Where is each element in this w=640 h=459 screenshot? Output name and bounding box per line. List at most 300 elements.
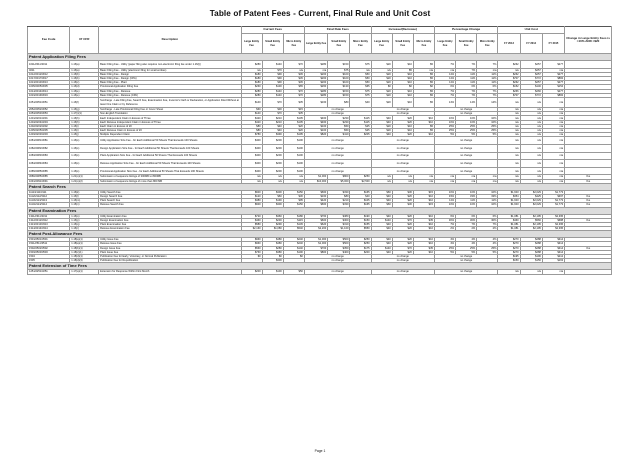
amount-cell: $95	[283, 199, 304, 203]
amount-cell: n/a	[520, 175, 542, 179]
description-cell: Each Reissue Independent Claim in Excess of Three	[99, 120, 241, 124]
amount-cell: n/a	[542, 179, 564, 183]
amount-cell: $580	[241, 222, 262, 226]
amount-cell: $10	[413, 194, 434, 198]
amount-cell: $20	[371, 97, 392, 107]
page-footer: Page 1	[314, 449, 326, 453]
amount-cell: $20	[371, 81, 392, 85]
col-pct-small: Small Entity Fee	[456, 34, 477, 54]
description-cell: Reissue Examination Fee	[99, 227, 241, 231]
amount-cell: $60	[241, 108, 262, 112]
amount-cell: $100	[283, 145, 304, 153]
amount-cell: n/a	[498, 167, 520, 175]
amount-cell: $270	[498, 242, 520, 246]
amount-cell: $400	[241, 167, 262, 175]
amount-cell: $1,081	[498, 222, 520, 226]
amount-cell: $0	[283, 255, 304, 259]
amount-cell: $288	[520, 246, 542, 250]
amount-cell: n/a	[498, 97, 520, 107]
description-cell: Multiple Dependent Claim	[99, 133, 241, 137]
amount-cell: $288	[520, 238, 542, 242]
amount-cell: $350	[328, 246, 350, 250]
no-change-cell: no change	[434, 160, 497, 168]
amount-cell: $330	[328, 203, 350, 207]
percent-cell: 5%	[477, 250, 498, 254]
description-cell: Basic Filing Fee - Design	[99, 72, 241, 76]
description-cell: Each Reissue Claim in Excess of 20	[99, 129, 241, 133]
description-cell: Utility Search Fee	[99, 190, 241, 194]
amount-cell: $100	[283, 160, 304, 168]
description-cell: Reissue Search Fee	[99, 203, 241, 207]
amount-cell: $60	[371, 203, 392, 207]
amount-cell: $140	[241, 97, 262, 107]
amount-cell: $35	[283, 97, 304, 107]
amount-cell: $210	[262, 116, 283, 120]
amount-cell: $400	[241, 145, 262, 153]
amount-cell: n/a	[542, 97, 564, 107]
cfr-cell: 1.16(h)	[70, 116, 99, 120]
description-cell: Plant Issue Fee	[99, 250, 241, 254]
amount-cell: $310	[328, 222, 350, 226]
change-flag-cell: Yes	[565, 246, 612, 250]
amount-cell: $277	[542, 72, 564, 76]
percent-cell: 11%	[434, 72, 455, 76]
amount-cell: $40	[262, 129, 283, 133]
percent-cell: 11%	[477, 81, 498, 85]
amount-cell: $760	[241, 250, 262, 254]
amount-cell: n/a	[283, 175, 304, 179]
percent-cell: n/a	[456, 175, 477, 179]
cfr-cell: 1.16(i)	[70, 129, 99, 133]
amount-cell: $300	[262, 259, 283, 263]
fee-code-cell: 1083/2083/3083	[28, 152, 70, 160]
amount-cell: $260	[241, 85, 262, 89]
description-cell: Each Independent Claim in Excess of Three	[99, 116, 241, 120]
amount-cell: $80	[241, 129, 262, 133]
col-change-flag: Change in Large Entity Fees is >10% AND >$20	[565, 27, 612, 54]
percent-cell: 7%	[477, 61, 498, 69]
amount-cell: $150	[350, 218, 371, 222]
header-group-row	[28, 27, 612, 34]
group-unit-cost: Unit Cost	[498, 27, 565, 34]
percent-cell: n/a	[434, 68, 455, 72]
amount-cell: $200	[304, 72, 327, 76]
amount-cell: $277	[542, 81, 564, 85]
amount-cell: $10	[392, 72, 413, 76]
amount-cell: $100	[328, 72, 350, 76]
description-cell: Reissue Application Size Fee - for Each Additional 50 Sheets That Exceeds 100 Sheets	[99, 160, 241, 168]
amount-cell: $2,195	[520, 222, 542, 226]
amount-cell: n/a	[520, 270, 542, 274]
amount-cell: $288	[520, 242, 542, 246]
amount-cell: $200	[262, 152, 283, 160]
no-change-cell: no change	[371, 145, 434, 153]
description-cell: Design Issue Fee	[99, 246, 241, 250]
percent-cell: 25%	[456, 246, 477, 250]
percent-cell: 5%	[456, 250, 477, 254]
amount-cell: $5	[413, 124, 434, 128]
amount-cell: n/a	[542, 120, 564, 124]
amount-cell: $190	[283, 250, 304, 254]
amount-cell: $70	[392, 218, 413, 222]
amount-cell: $200	[262, 160, 283, 168]
amount-cell: $772	[520, 76, 542, 80]
description-cell: Non-English Translation	[99, 112, 241, 116]
col-increase-large: Large Entity Fee	[371, 34, 392, 54]
amount-cell: $45	[283, 76, 304, 80]
amount-cell: n/a	[498, 68, 520, 72]
amount-cell: $70	[392, 246, 413, 250]
amount-cell: $100	[283, 137, 304, 145]
amount-cell: $5	[413, 61, 434, 69]
description-cell: Submission of sequence listings of 300MB to 800MB	[99, 175, 241, 179]
percent-cell: 7%	[456, 222, 477, 226]
amount-cell: $600	[241, 203, 262, 207]
amount-cell: $2,195	[520, 214, 542, 218]
amount-cell: $150	[328, 89, 350, 93]
amount-cell: n/a	[542, 167, 564, 175]
fee-code-cell: 1203/2203/3203	[28, 133, 70, 137]
amount-cell: n/a	[542, 108, 564, 112]
cfr-cell: 1.18(c)(1)	[70, 250, 99, 254]
percent-cell: 33%	[456, 194, 477, 198]
amount-cell: $10	[392, 81, 413, 85]
description-cell: Basic Filing Fee - Reissue	[99, 89, 241, 93]
amount-cell: $40	[350, 194, 371, 198]
no-change-cell: no change	[304, 108, 371, 112]
description-cell: Utility Issue Fee	[99, 238, 241, 242]
amount-cell: $314	[542, 238, 564, 242]
fee-code-cell: 1202/2202/3202	[28, 124, 70, 128]
cfr-cell: 1.16(e)	[70, 93, 99, 97]
amount-cell: $2,395	[542, 214, 564, 218]
fee-code-cell: 1313/2313/3313	[28, 222, 70, 226]
cfr-cell: 1.16(h)	[70, 120, 99, 124]
percent-cell: 5%	[456, 133, 477, 137]
amount-cell: n/a	[498, 145, 520, 153]
amount-cell: $0	[392, 85, 413, 89]
amount-cell: $1,603	[498, 199, 520, 203]
fee-code-cell: 1053/2053/3053	[28, 112, 70, 116]
amount-cell: $25	[350, 124, 371, 128]
amount-cell: $10	[413, 242, 434, 246]
amount-cell: $2,395	[542, 227, 564, 231]
amount-cell: $566	[520, 218, 542, 222]
amount-cell: $2,029	[520, 199, 542, 203]
description-cell: Utility Examination Fee	[99, 214, 241, 218]
amount-cell: $257	[520, 81, 542, 85]
amount-cell: n/a	[520, 108, 542, 112]
amount-cell: $180	[283, 214, 304, 218]
fee-code-cell: 1085/2085/3085	[28, 167, 70, 175]
amount-cell: $10	[413, 227, 434, 231]
amount-cell: $300	[328, 218, 350, 222]
amount-cell: $212	[542, 255, 564, 259]
amount-cell: n/a	[520, 124, 542, 128]
amount-cell: $180	[241, 81, 262, 85]
amount-cell: $10	[413, 214, 434, 218]
amount-cell: n/a	[498, 112, 520, 116]
amount-cell: n/a	[498, 120, 520, 124]
percent-cell: 25%	[477, 246, 498, 250]
amount-cell: $210	[262, 120, 283, 124]
amount-cell: n/a	[498, 137, 520, 145]
percent-cell: n/a	[456, 179, 477, 183]
amount-cell: $230	[328, 120, 350, 124]
percent-cell: 30%	[477, 218, 498, 222]
amount-cell: $80	[328, 194, 350, 198]
amount-cell: $266	[520, 89, 542, 93]
table-row	[28, 160, 612, 168]
percent-cell: 7%	[456, 93, 477, 97]
amount-cell: $600	[304, 218, 327, 222]
fee-code-cell: 1314/2314/3314	[28, 227, 70, 231]
amount-cell: $1,603	[498, 203, 520, 207]
percent-cell: 11%	[434, 76, 455, 80]
cfr-cell: 1.16(m)	[70, 199, 99, 203]
percent-cell: n/a	[434, 179, 455, 183]
amount-cell: $165	[350, 203, 371, 207]
amount-cell: $140	[371, 218, 392, 222]
amount-cell: $105	[283, 120, 304, 124]
description-cell: Submission of sequence listings of more than 800 MB	[99, 179, 241, 183]
change-flag-cell	[565, 167, 612, 175]
description-cell: Publication Fee for Republication	[99, 259, 241, 263]
amount-cell: n/a	[498, 270, 520, 274]
amount-cell: $75	[350, 93, 371, 97]
percent-cell: 11%	[477, 72, 498, 76]
amount-cell: $2,200	[304, 227, 327, 231]
amount-cell: $100	[304, 129, 327, 133]
fee-code-cell: 1084/2084/3084	[28, 160, 70, 168]
description-cell: Basic Filing Fee - Design (CPA)	[99, 76, 241, 80]
amount-cell: $266	[498, 89, 520, 93]
amount-cell: $2,195	[520, 227, 542, 231]
percent-cell: 25%	[477, 124, 498, 128]
amount-cell: $205	[350, 133, 371, 137]
amount-cell: n/a	[520, 112, 542, 116]
amount-cell: n/a	[371, 68, 392, 72]
section-title: Patent Extension of Time Fees	[28, 263, 612, 270]
amount-cell: $20	[371, 124, 392, 128]
amount-cell: $0	[241, 255, 262, 259]
amount-cell: $5	[413, 129, 434, 133]
amount-cell: $262	[498, 61, 520, 69]
amount-cell: n/a	[520, 116, 542, 120]
section-title: Patent Examination Fees	[28, 207, 612, 214]
amount-cell: $5	[413, 89, 434, 93]
amount-cell: $20	[392, 120, 413, 124]
amount-cell: n/a	[520, 133, 542, 137]
amount-cell: $20	[371, 76, 392, 80]
description-cell: Utility Application Size Fee - for Each Additional 50 Sheets That Exceeds 100 Sheets	[99, 137, 241, 145]
amount-cell: $180	[241, 76, 262, 80]
amount-cell: $200	[304, 81, 327, 85]
amount-cell: $250	[350, 175, 371, 179]
percent-cell: 33%	[477, 194, 498, 198]
amount-cell: n/a	[542, 116, 564, 120]
section-header	[28, 54, 612, 61]
amount-cell: $0	[371, 85, 392, 89]
amount-cell: $270	[498, 246, 520, 250]
amount-cell: $20	[283, 124, 304, 128]
amount-cell: $1,603	[498, 190, 520, 194]
amount-cell: $40	[262, 124, 283, 128]
fee-code-cell: 1019/2019/3019	[28, 93, 70, 97]
description-cell: Reissue Issue Fee	[99, 242, 241, 246]
fee-code-cell: 1501/2501/3501	[28, 238, 70, 242]
col-fee-code: Fee Code	[28, 27, 70, 54]
amount-cell: $30	[392, 190, 413, 194]
amount-cell: n/a	[498, 133, 520, 137]
cfr-cell: 1.16(s)	[70, 160, 99, 168]
amount-cell: n/a	[542, 124, 564, 128]
amount-cell: $10	[413, 133, 434, 137]
amount-cell: $257	[520, 72, 542, 76]
amount-cell: $257	[520, 61, 542, 69]
amount-cell: $65	[283, 85, 304, 89]
amount-cell: $70	[262, 68, 283, 72]
no-change-cell: no change	[371, 270, 434, 274]
amount-cell: $165	[350, 190, 371, 194]
no-change-cell: no change	[434, 145, 497, 153]
amount-cell: $300	[262, 203, 283, 207]
fee-code-cell: 1005/2005/3005	[28, 85, 70, 89]
amount-cell: $20	[392, 242, 413, 246]
change-flag-cell	[565, 97, 612, 107]
percent-cell: 25%	[434, 124, 455, 128]
amount-cell: $20	[371, 93, 392, 97]
amount-cell: $250	[350, 242, 371, 246]
amount-cell: n/a	[262, 179, 283, 183]
section-title: Patent Search Fees	[28, 183, 612, 190]
amount-cell: $314	[542, 250, 564, 254]
change-flag-cell: Yes	[565, 179, 612, 183]
cfr-cell: 1.16(n)	[70, 203, 99, 207]
section-header	[28, 207, 612, 214]
amount-cell: n/a	[392, 179, 413, 183]
no-change-cell: no change	[434, 270, 497, 274]
amount-cell: $240	[283, 238, 304, 242]
cfr-cell: 1.18(a)(1)	[70, 242, 99, 246]
cfr-cell: 1.16(a)	[70, 68, 99, 72]
description-cell: Design Examination Fee	[99, 218, 241, 222]
amount-cell: $20	[392, 227, 413, 231]
table-row	[28, 167, 612, 175]
change-flag-cell: Yes	[565, 175, 612, 179]
amount-cell: $40	[371, 116, 392, 120]
amount-cell: n/a	[392, 175, 413, 179]
change-flag-cell	[565, 152, 612, 160]
amount-cell: $260	[304, 85, 327, 89]
amount-cell: $10	[413, 199, 434, 203]
fee-code-cell: 4011	[28, 68, 70, 72]
no-change-cell: no change	[371, 137, 434, 145]
amount-cell: $50	[350, 72, 371, 76]
amount-cell: $150	[328, 61, 350, 69]
amount-cell: $280	[241, 61, 262, 69]
amount-cell: $10	[392, 61, 413, 69]
amount-cell: $40	[371, 199, 392, 203]
change-flag-cell: Yes	[565, 199, 612, 203]
amount-cell: $0	[262, 255, 283, 259]
percent-cell: 7%	[477, 93, 498, 97]
amount-cell: $115	[350, 120, 371, 124]
change-flag-cell	[565, 145, 612, 153]
amount-cell: $1,081	[498, 227, 520, 231]
no-change-cell: no change	[304, 160, 371, 168]
amount-cell: n/a	[283, 68, 304, 72]
amount-cell: n/a	[542, 133, 564, 137]
section-header	[28, 183, 612, 190]
amount-cell: $1,000	[304, 175, 327, 179]
description-cell: Publication Fee for Early, Voluntary, or Normal Publication	[99, 255, 241, 259]
amount-cell: n/a	[350, 68, 371, 72]
percent-cell: 2%	[434, 227, 455, 231]
col-current-micro: Micro Entity Fee	[283, 34, 304, 54]
amount-cell: n/a	[262, 175, 283, 179]
no-change-cell: no change	[434, 137, 497, 145]
amount-cell: $410	[328, 133, 350, 137]
table-row	[28, 270, 612, 274]
percent-cell: 7%	[434, 222, 455, 226]
description-cell: Each Claim in Excess of 20	[99, 124, 241, 128]
amount-cell: n/a	[542, 152, 564, 160]
percent-cell: n/a	[434, 175, 455, 179]
cfr-cell: 1.16(e)	[70, 89, 99, 93]
description-cell: Basic Filing Fee - Reissue (CPA)	[99, 93, 241, 97]
col-increase-micro: Micro Entity Fee	[413, 34, 434, 54]
amount-cell: $660	[304, 203, 327, 207]
amount-cell: $140	[262, 93, 283, 97]
table-row	[28, 152, 612, 160]
amount-cell: $50	[350, 76, 371, 80]
fee-table	[27, 26, 612, 275]
percent-cell: 5%	[434, 250, 455, 254]
amount-cell: $100	[262, 270, 283, 274]
amount-cell: $314	[542, 242, 564, 246]
amount-cell: $145	[283, 222, 304, 226]
table-body	[28, 54, 612, 275]
amount-cell: $130	[328, 85, 350, 89]
amount-cell: $288	[520, 250, 542, 254]
amount-cell: $190	[350, 214, 371, 218]
amount-cell: $60	[371, 190, 392, 194]
percent-cell: 10%	[434, 203, 455, 207]
amount-cell: $45	[283, 72, 304, 76]
percent-cell: 11%	[456, 81, 477, 85]
amount-cell: $40	[371, 242, 392, 246]
percent-cell: 10%	[434, 190, 455, 194]
amount-cell: $10,000	[304, 179, 327, 183]
amount-cell: $75	[328, 68, 350, 72]
amount-cell: $40	[371, 133, 392, 137]
description-cell: Surcharge - Late Filing Fee, Search Fee, Examination Fee, Inventor's Oath or Declaration, or Application Filed Without at least One Claim or by Reference	[99, 97, 241, 107]
amount-cell: $160	[304, 194, 327, 198]
amount-cell: $40	[371, 194, 392, 198]
amount-cell: $155	[350, 222, 371, 226]
percent-cell: 4%	[434, 238, 455, 242]
amount-cell: $0	[413, 85, 434, 89]
amount-cell: n/a	[498, 160, 520, 168]
cfr-cell: 1.16(i)	[70, 124, 99, 128]
amount-cell: $35	[413, 246, 434, 250]
cfr-cell: 1.16(r)	[70, 227, 99, 231]
percent-cell: 4%	[456, 242, 477, 246]
amount-cell: $5	[413, 76, 434, 80]
percent-cell: 6%	[456, 214, 477, 218]
amount-cell: $400	[241, 160, 262, 168]
